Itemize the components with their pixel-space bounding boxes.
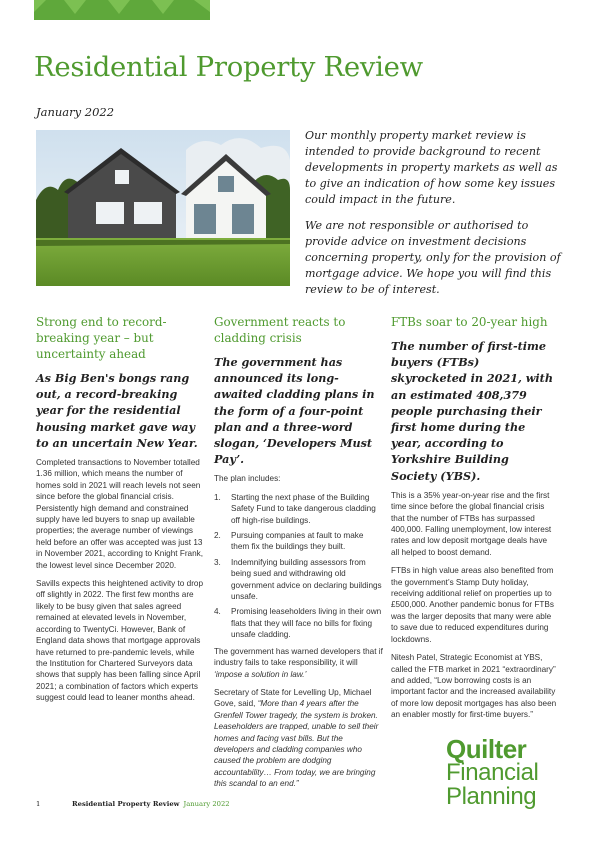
footer-doc-title: Residential Property Review [72, 800, 180, 808]
footer-date: January 2022 [183, 800, 230, 808]
house-photo [36, 130, 290, 286]
article-lead: The government has announced its long-awaited cladding plans in the form of a four-point plan and a three-word slogan, ‘Developers Must Pay’. [214, 355, 375, 467]
page-title: Residential Property Review [34, 51, 423, 83]
list-text: Pursuing companies at fault to make them fix the buildings they built. [231, 531, 364, 552]
list-number: 2. [214, 531, 221, 541]
logo-line: Quilter [446, 734, 527, 764]
article-heading: Government reacts to cladding crisis [214, 315, 346, 345]
article-paragraph: Nitesh Patel, Strategic Economist at YBS, called the FTB market in 2021 “extraordinary” and added, “Low borrowing costs is an important factor and the increased availability of more low deposit mortgages has also been an enabler mostly for first-time buyers.” [391, 653, 557, 720]
list-item [214, 557, 383, 603]
list-item [214, 530, 383, 553]
page-number: 1 [36, 800, 41, 808]
article-heading: Strong end to record-breaking year – but uncertainty ahead [36, 315, 167, 361]
page-footer [36, 800, 230, 808]
paragraph-text: Secretary of State for Levelling Up, Michael Gove, said, [214, 687, 372, 709]
article-paragraph [214, 646, 383, 680]
quote-text: ‘impose a solution in law.’ [214, 669, 307, 679]
intro-paragraph: Our monthly property market review is intended to provide background to recent developments in property markets as well as to give an indication of how some key issues could impact in the future. [305, 129, 558, 206]
article-paragraph: Savills expects this heightened activity to drop off slightly in 2022. The first few months are likely to be busy given that sales agreed remained at elevated levels in November, according to TwentyCi. However, Bank of England data shows that mortgage approvals have returned to pre-pandemic levels, while the Institution for Chartered Surveyors data shows that supply has been falling since April 2021; a combination of factors which experts suggest could lead to leaner months ahead. [36, 579, 204, 703]
plan-list [214, 492, 383, 641]
list-text: Indemnifying building assessors from being sued and withdrawing old government advice on declaring buildings unsafe. [231, 557, 382, 602]
article-paragraph: Completed transactions to November totalled 1.36 million, which means the number of homes sold in 2021 will reach levels not seen since before the global financial crisis. Persistently high demand and constrained supply have led buyers to snap up available properties; the average number of viewings held before an offer was accepted was just 13 in November 2021, according to Knight Frank, the lowest level since December 2020. [36, 458, 204, 570]
list-number: 3. [214, 557, 221, 567]
logo-line: Financial [446, 759, 539, 786]
quote-text: “More than 4 years after the Grenfell Tower tragedy, the system is broken. Leaseholders are trapped, unable to sell their homes and facing vast bills. But the developers and cladding companies who caused the problem are dodging accountability… From today, we are bringing this scandal to an end.” [214, 699, 379, 789]
list-item [214, 606, 383, 640]
list-item [214, 492, 383, 526]
list-text: Starting the next phase of the Building Safety Fund to take dangerous cladding off high-rise buildings. [231, 492, 376, 525]
list-number: 1. [214, 492, 221, 502]
article-cladding [214, 314, 383, 797]
list-text: Promising leaseholders living in their own flats that they will face no bills for fixing unsafe cladding. [231, 607, 382, 640]
brand-logo [446, 734, 539, 810]
article-heading: FTBs soar to 20-year high [391, 315, 548, 329]
article-ftb [391, 314, 557, 728]
paragraph-text: The government has warned developers that if industry fails to take responsibility, it will [214, 646, 383, 668]
article-lead: The number of first-time buyers (FTBs) skyrocketed in 2021, with an estimated 408,379 people purchasing their first home during the year, according to Yorkshire Building Society (YBS). [391, 339, 553, 483]
plan-intro: The plan includes: [214, 474, 281, 484]
disclaimer-paragraph: We are not responsible or authorised to provide advice on investment decisions concerning property, only for the provision of mortgage advice. We hope you will find this review to be of interest. [305, 219, 561, 296]
issue-date: January 2022 [36, 105, 115, 119]
article-paragraph: This is a 35% year-on-year rise and the first time since before the global financial crisis that the number of FTBs has surpassed 400,000. Falling unemployment, low interest rates and low deposit mortgage deals have all helped to boost demand. [391, 490, 552, 557]
brand-band [34, 0, 210, 20]
intro-text [305, 128, 563, 308]
article-market-update [36, 314, 208, 711]
list-number: 4. [214, 607, 221, 617]
article-paragraph: FTBs in high value areas also benefited from the government’s Stamp Duty holiday, receiving additional relief on properties up to £500,000. Another pandemic bonus for FTBs was the larger deposits that many were able to save due to reduced expenditures during lockdowns. [391, 566, 554, 644]
article-paragraph [214, 687, 383, 790]
logo-line: Planning [446, 783, 537, 810]
article-lead: As Big Ben's bongs rang out, a record-breaking year for the residential housing market gave way to an uncertain New Year. [36, 371, 198, 450]
